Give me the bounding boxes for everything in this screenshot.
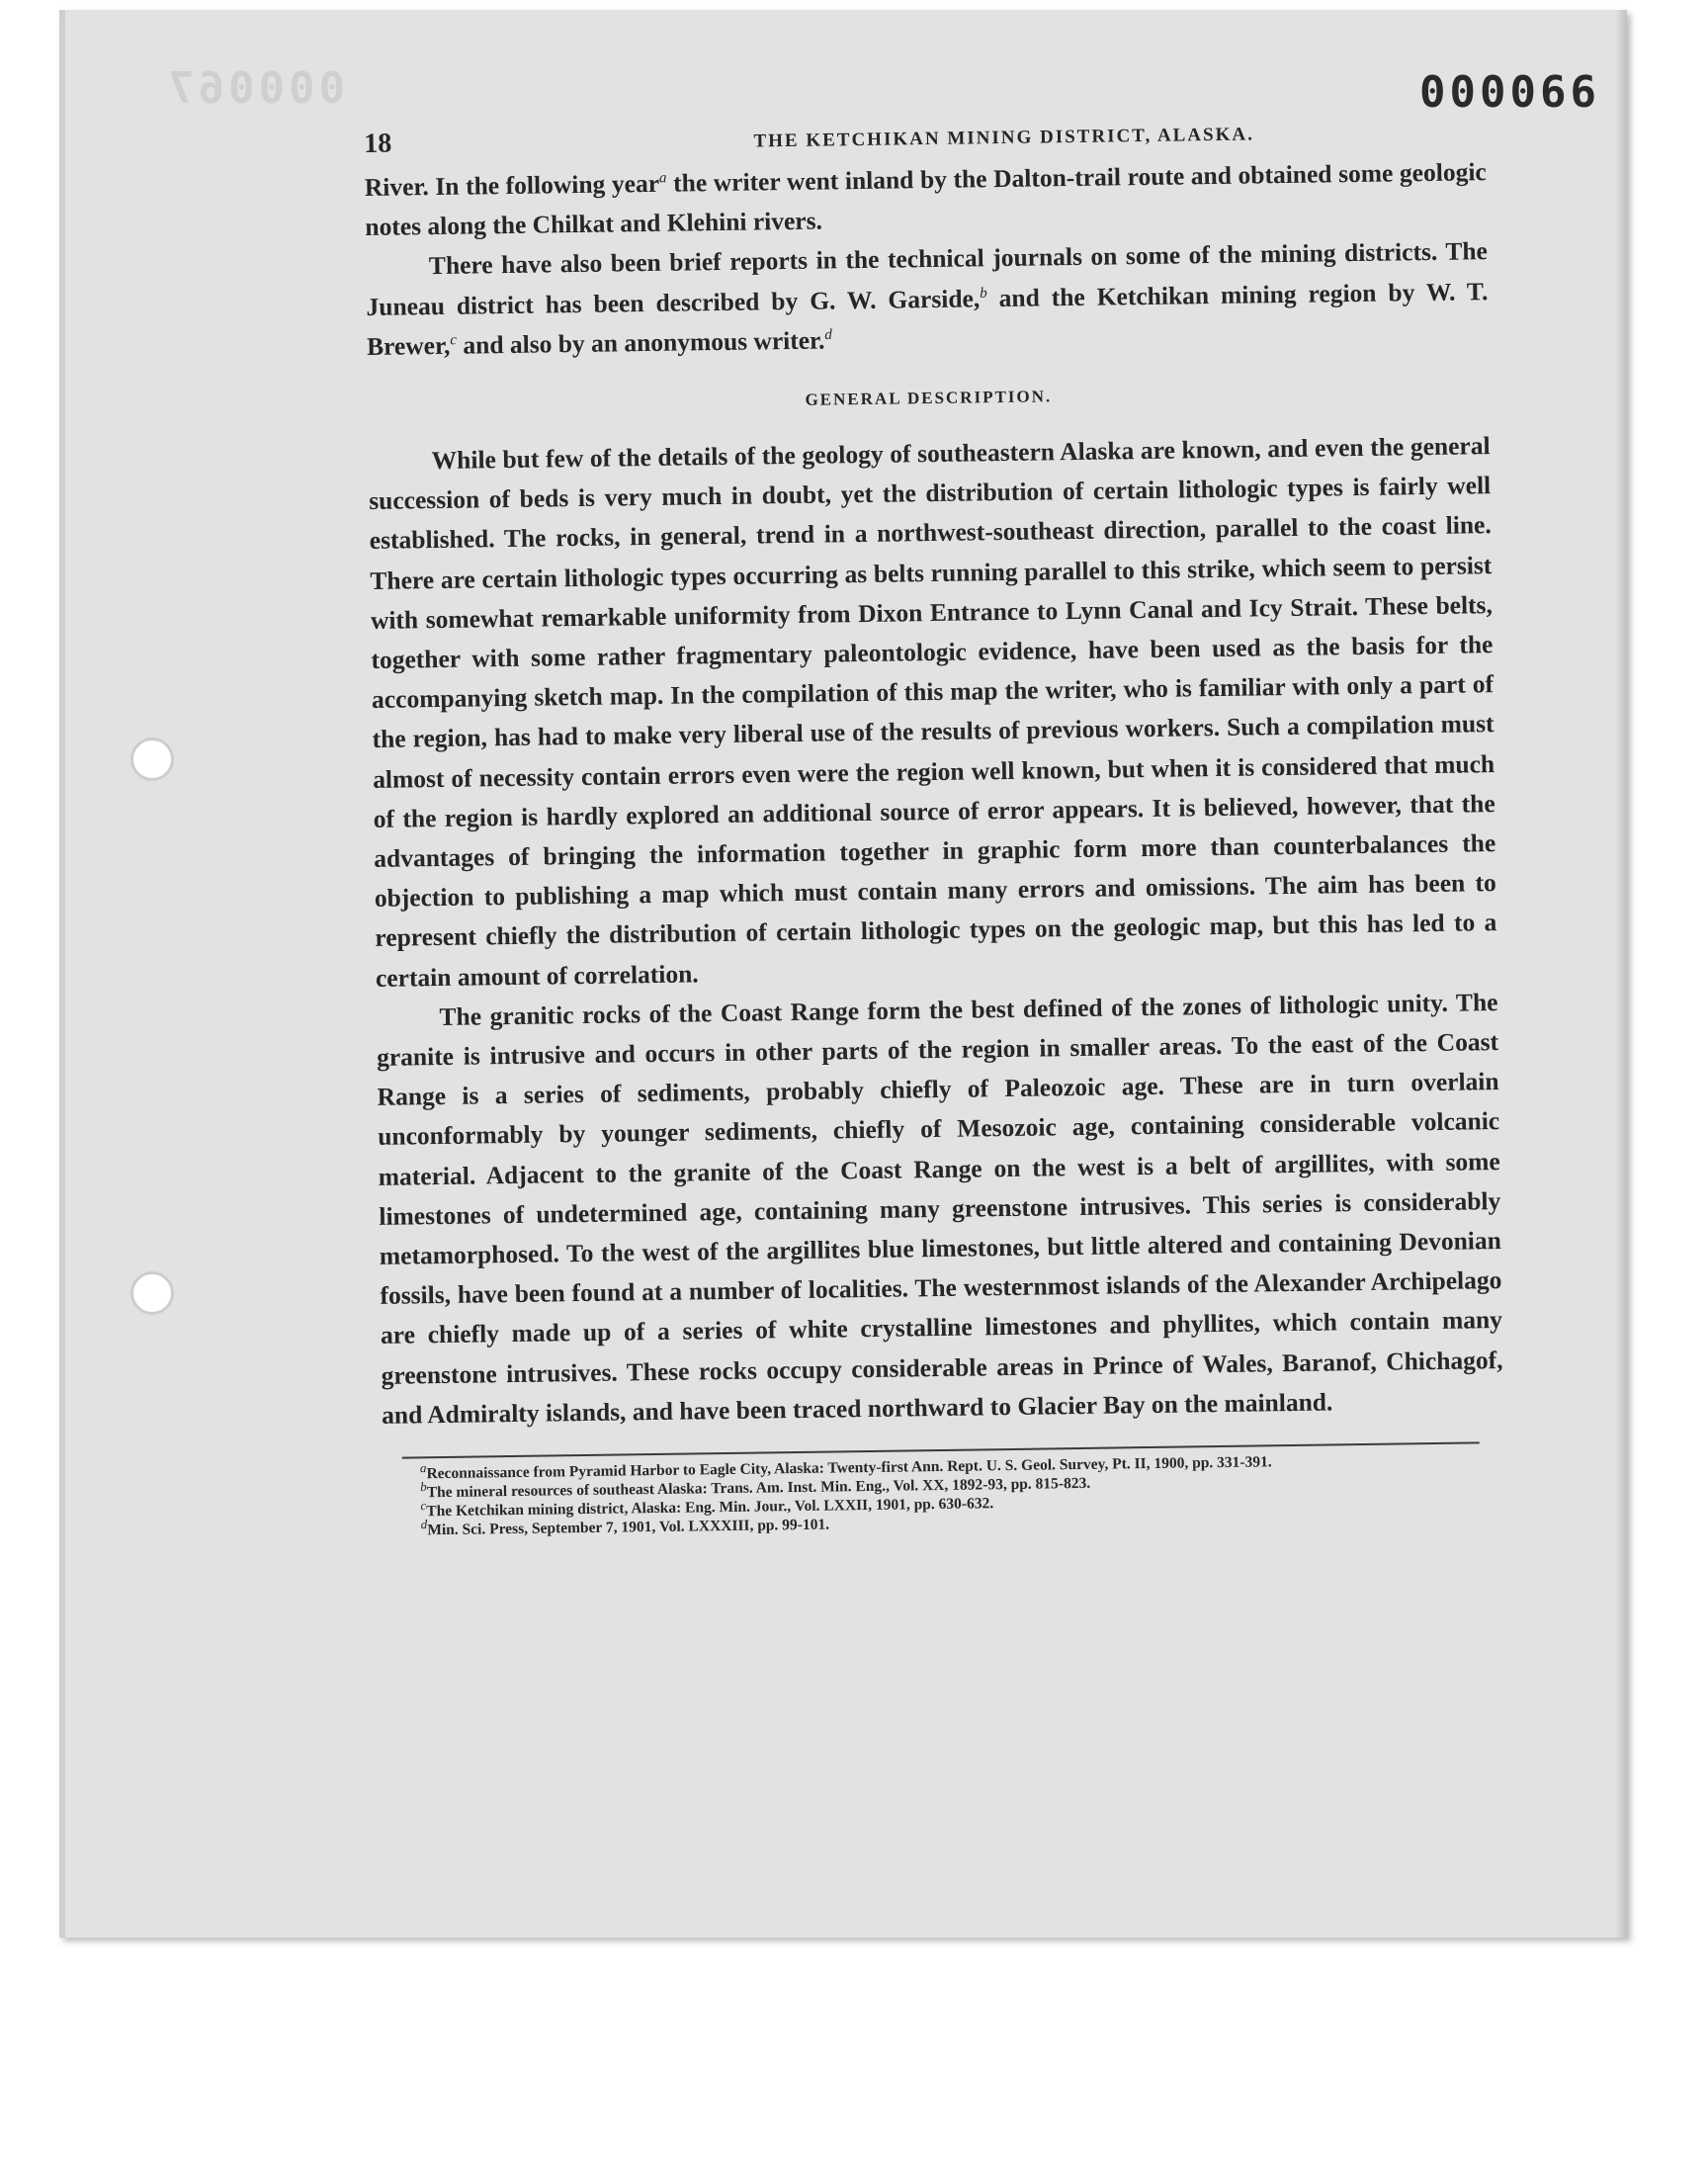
- section-heading: GENERAL DESCRIPTION.: [805, 387, 1053, 409]
- binder-hole-upper: [130, 738, 174, 781]
- paragraph-2-text-c: and also by an anonymous writer.: [456, 325, 825, 360]
- footnote-text: The Ketchikan mining district, Alaska: Eng. Min. Jour., Vol. LXXII, 1901, pp. 630-632.: [426, 1495, 994, 1521]
- page-number: 18: [364, 128, 392, 159]
- paragraph-2-text-b: and the Ketchikan mining region by W. T. Brewer,: [366, 276, 1489, 361]
- footnote-text: The mineral resources of southeast Alaska: Trans. Am. Inst. Min. Eng., Vol. XX, 1892-93, pp. 815-823.: [426, 1474, 1091, 1502]
- document-page: [364, 113, 1505, 1540]
- footnote-mark: c: [420, 1498, 427, 1514]
- footnotes: [383, 1449, 1505, 1540]
- running-title: THE KETCHIKAN MINING DISTRICT, ALASKA.: [753, 124, 1255, 152]
- footnote-ref-d: d: [824, 326, 832, 343]
- footnote-text: Min. Sci. Press, September 7, 1901, Vol. LXXXIII, pp. 99-101.: [427, 1516, 830, 1539]
- footnote-mark: b: [420, 1479, 427, 1495]
- footnote-mark: a: [419, 1460, 427, 1476]
- paragraph-2-text-a: There have also been brief reports in the technical journals on some of the mining districts. The Juneau district has been described by G. W. Garside,: [366, 236, 1489, 321]
- body-text: [365, 152, 1504, 1436]
- paragraph-2: [366, 232, 1490, 367]
- binder-hole-lower: [130, 1271, 174, 1315]
- paragraph-1-text-a: River. In the following year: [364, 168, 660, 202]
- footnote-ref-b: b: [980, 285, 987, 302]
- footnote-text: Reconnaissance from Pyramid Harbor to Eagle City, Alaska: Twenty-first Ann. Rept. U. S. Geol. Survey, Pt. II, 1900, pp. 331-391.: [426, 1453, 1272, 1483]
- paragraph-1-text-b: the writer went inland by the Dalton-trail route and obtained some geologic notes along the Chilkat and Klehini rivers.: [365, 157, 1487, 242]
- footnote-mark: d: [420, 1517, 428, 1532]
- footnote-ref-c: c: [450, 332, 458, 349]
- paragraph-4: The granitic rocks of the Coast Range form the best defined of the zones of lithologic unity. The granite is intrusive and occurs in other parts of the region in smaller areas. To the east of the Coast Range is a series of sediments, probably chiefly of Paleozoic age. These are in turn overlain unconformably by younger sediments, chiefly of Mesozoic age, containing considerable volcanic material. Adjacent to the granite of the Coast Range on the west is a belt of argillites, with some limestones of undetermined age, containing many greenstone intrusives. This series is considerably metamorphosed. To the west of the argillites blue limestones, but little altered and containing Devonian fossils, have been found at a number of localities. The westernmost islands of the Alexander Archipelago are chiefly made up of a series of white crystalline limestones and phyllites, which contain many greenstone intrusives. These rocks occupy considerable areas in Prince of Wales, Baranof, Chichagof, and Admiralty islands, and have been traced northward to Glacier Bay on the mainland.: [376, 987, 1503, 1430]
- page-stamp-number: 000066: [1419, 67, 1600, 118]
- paragraph-3: While but few of the details of the geology of southeastern Alaska are known, and even the general succession of beds is very much in doubt, yet the distribution of certain lithologic types is fairly well established. The rocks, in general, trend in a northwest-southeast direction, parallel to the coast line. There are certain lithologic types occurring as belts running parallel to this strike, which seem to persist with somewhat remarkable uniformity from Dixon Entrance to Lynn Canal and Icy Strait. These belts, together with some rather fragmentary paleontologic evidence, have been used as the basis for the accompanying sketch map. In the compilation of this map the writer, who is familiar with only a part of the region, has had to make very liberal use of the results of previous workers. Such a compilation must almost of necessity contain errors even were the region well known, but when it is considered that much of the region is hardly explored an additional source of error appears. It is believed, however, that the advantages of bringing the information together in graphic form more than counterbalances the objection to publishing a map which must contain many errors and omissions. The aim has been to represent chiefly the distribution of certain lithologic types on the geologic map, but this has led to a certain amount of correlation.: [369, 431, 1497, 993]
- bleed-through-stamp: 000067: [164, 63, 345, 114]
- footnote-ref-a: a: [658, 170, 667, 187]
